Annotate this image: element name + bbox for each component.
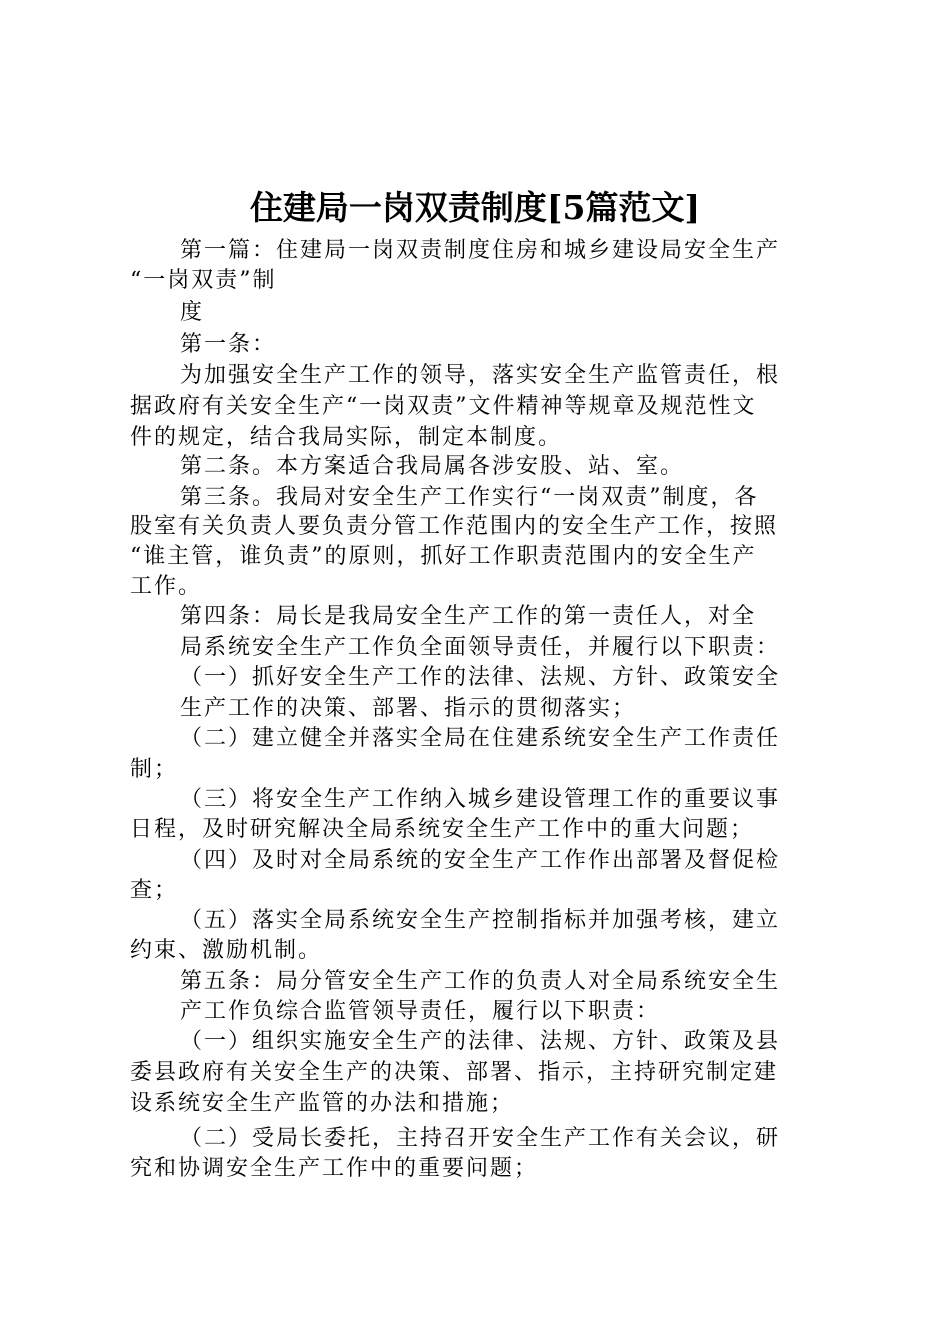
- text-line: （一）抓好安全生产工作的法律、法规、方针、政策安全: [180, 665, 781, 690]
- text-line: 件的规定，结合我局实际，制定本制度。: [130, 425, 563, 450]
- text-line: 第三条。我局对安全生产工作实行“一岗双责”制度，各: [180, 485, 759, 510]
- text-line: 工作。: [130, 574, 203, 599]
- text-line: 委县政府有关安全生产的决策、部署、指示，主持研究制定建: [130, 1060, 779, 1085]
- text-line: 制；: [130, 757, 179, 782]
- document-title: 住建局一岗双责制度[5篇范文]: [249, 188, 701, 227]
- text-line: （四）及时对全局系统的安全生产工作作出部署及督促检: [180, 848, 781, 873]
- text-line: （二）受局长委托，主持召开安全生产工作有关会议，研: [180, 1126, 781, 1151]
- text-line: 产工作负综合监管领导责任，履行以下职责：: [180, 999, 661, 1024]
- text-line: 为加强安全生产工作的领导，落实安全生产监管责任，根: [180, 363, 781, 388]
- text-line: 第二条。本方案适合我局属各涉安股、站、室。: [180, 454, 685, 479]
- text-line: 第一条：: [180, 332, 277, 357]
- text-line: （三）将安全生产工作纳入城乡建设管理工作的重要议事: [180, 787, 781, 812]
- text-line: 局系统安全生产工作负全面领导责任，并履行以下职责：: [180, 635, 781, 660]
- text-line: （五）落实全局系统安全生产控制指标并加强考核，建立: [180, 908, 781, 933]
- text-line: （一）组织实施安全生产的法律、法规、方针、政策及县: [180, 1029, 781, 1054]
- text-line: 设系统安全生产监管的办法和措施；: [130, 1091, 515, 1116]
- text-line: 约束、激励机制。: [130, 938, 323, 963]
- text-line: “谁主管，谁负责”的原则，抓好工作职责范围内的安全生产: [130, 544, 757, 569]
- text-line: 第一篇：住建局一岗双责制度住房和城乡建设局安全生产: [180, 238, 781, 263]
- text-line: 究和协调安全生产工作中的重要问题；: [130, 1156, 539, 1181]
- text-line: 生产工作的决策、部署、指示的贯彻落实；: [180, 696, 637, 721]
- text-line: 度: [180, 300, 205, 325]
- text-line: 据政府有关安全生产“一岗双责”文件精神等规章及规范性文: [130, 394, 757, 419]
- text-line: “一岗双责”制: [130, 268, 277, 293]
- text-line: 股室有关负责人要负责分管工作范围内的安全生产工作，按照: [130, 514, 779, 539]
- text-line: （二）建立健全并落实全局在住建系统安全生产工作责任: [180, 726, 781, 751]
- text-line: 第五条：局分管安全生产工作的负责人对全局系统安全生: [180, 969, 781, 994]
- text-line: 第四条：局长是我局安全生产工作的第一责任人，对全: [180, 604, 757, 629]
- text-line: 查；: [130, 878, 179, 903]
- text-line: 日程，及时研究解决全局系统安全生产工作中的重大问题；: [130, 817, 755, 842]
